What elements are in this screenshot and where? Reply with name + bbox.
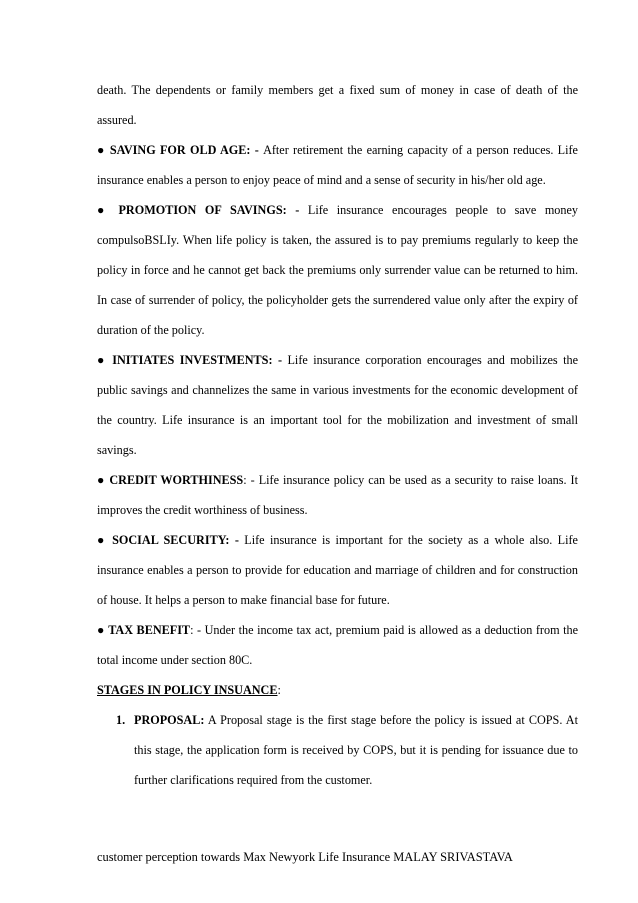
stages-heading-line [97,675,578,705]
paragraph-text: death. The dependents or family members get a fixed sum of money in case of death of the assured. [97,83,578,127]
paragraph-death-benefit [97,75,578,135]
paragraph-text: Life insurance policy can be used as a security to raise loans. It improves the credit worthiness of business. [97,473,578,517]
paragraph-text: Life insurance is important for the society as a whole also. Life insurance enables a person to provide for education and marriage of children and for construction of house. It helps a person to make financial base for future. [97,533,578,607]
paragraph-label: ● TAX BENEFIT [97,623,191,637]
paragraph-separator: - [286,203,308,217]
paragraph-label: ● PROMOTION OF SAVINGS: [97,203,287,217]
paragraph-label: ● SOCIAL SECURITY: [97,533,230,547]
stage-text: A Proposal stage is the first stage before the policy is issued at COPS. At this stage, the application form is received by COPS, but it is pending for issuance due to further clarifications required from the customer. [134,713,578,787]
stages-heading: STAGES IN POLICY INSUANCE [97,683,278,697]
paragraph-separator: - [229,533,245,547]
paragraph-text: Life insurance encourages people to save money compulsoBSLIy. When life policy is taken, the assured is to pay premiums regularly to keep the policy in force and he cannot get back the premiums only surrender value can be returned to him. In case of surrender of policy, the policyholder gets the surrendered value only after the expiry of duration of the policy. [97,203,578,337]
paragraph-separator: : - [190,623,205,637]
stages-heading-suffix: : [277,683,281,697]
paragraph-separator: - [272,353,288,367]
stage-label: PROPOSAL: [134,713,205,727]
paragraph-text: Life insurance corporation encourages and mobilizes the public savings and channelizes the same in various investments for the economic development of the country. Life insurance is an important tool for the mobilization and investment of small savings. [97,353,579,457]
stage-number: 1. [116,713,126,727]
paragraph-text: Under the income tax act, premium paid is allowed as a deduction from the total income under section 80C. [97,623,578,667]
paragraph-initiates-investments [97,345,578,465]
paragraph-text: After retirement the earning capacity of a person reduces. Life insurance enables a person to enjoy peace of mind and a sense of security in his/her old age. [97,143,578,187]
paragraph-social-security [97,525,578,615]
paragraph-credit-worthiness [97,465,578,525]
paragraph-label: ● INITIATES INVESTMENTS: [97,353,273,367]
page-footer: customer perception towards Max Newyork Life Insurance MALAY SRIVASTAVA [97,850,513,864]
paragraph-saving-for-old-age [97,135,578,195]
stage-item-proposal [97,705,578,795]
paragraph-label: ● SAVING FOR OLD AGE: [97,143,251,157]
paragraph-separator: : - [243,473,259,487]
paragraph-tax-benefit [97,615,578,675]
paragraph-promotion-of-savings [97,195,578,345]
stages-list [97,705,578,795]
paragraph-label: ● CREDIT WORTHINESS [97,473,244,487]
document-body [97,75,578,795]
paragraph-separator: - [250,143,264,157]
